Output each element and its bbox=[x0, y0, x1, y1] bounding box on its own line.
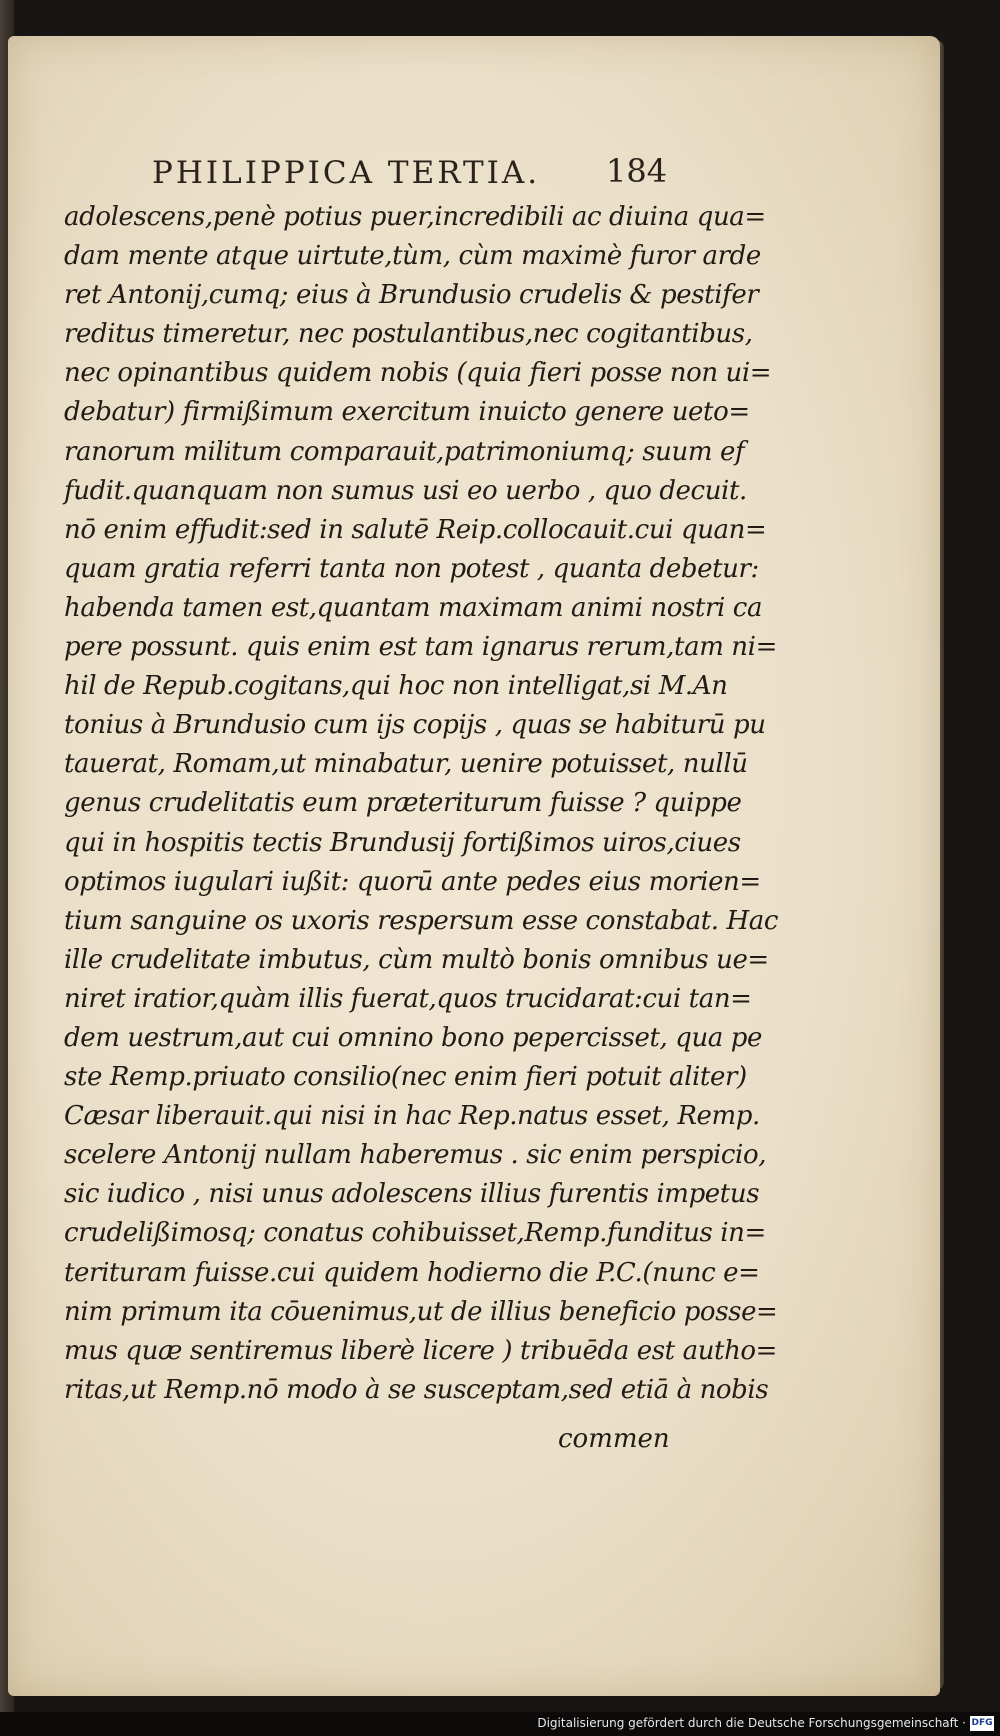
text-line: nim primum ita cōuenimus,ut de illius beneficio posse= bbox=[64, 1296, 778, 1327]
text-line: sic iudico , nisi unus adolescens illius furentis impetus bbox=[64, 1179, 760, 1210]
text-line: nec opinantibus quidem nobis (quia fieri posse non ui= bbox=[64, 358, 772, 389]
text-line: niret iratior,quàm illis fuerat,quos trucidarat:cui tan= bbox=[64, 983, 752, 1014]
text-line: pere possunt. quis enim est tam ignarus rerum,tam ni= bbox=[64, 632, 777, 663]
text-line: crudelißimosq; conatus cohibuisset,Remp.funditus in= bbox=[64, 1218, 766, 1249]
text-line: quam gratia referri tanta non potest , quanta debetur: bbox=[64, 553, 759, 584]
text-line: nō enim effudit:sed in salutē Reip.collocauit.cui quan= bbox=[64, 514, 767, 545]
text-line: fudit.quanquam non sumus usi eo uerbo , quo decuit. bbox=[64, 475, 747, 506]
running-title: PHILIPPICA TERTIA. bbox=[152, 155, 541, 191]
text-line: debatur) firmißimum exercitum inuicto genere ueto= bbox=[64, 397, 750, 428]
text-line: ritas,ut Remp.nō modo à se susceptam,sed etiā à nobis bbox=[64, 1374, 769, 1405]
text-line: scelere Antonij nullam haberemus . sic enim perspicio, bbox=[64, 1140, 767, 1171]
text-line: optimos iugulari iußit: quorū ante pedes eius morien= bbox=[64, 866, 761, 897]
funding-credit: Digitalisierung gefördert durch die Deutsche Forschungsgemeinschaft · bbox=[537, 1716, 966, 1730]
text-line: qui in hospitis tectis Brundusij fortißimos uiros,ciues bbox=[64, 827, 741, 858]
text-line: ste Remp.priuato consilio(nec enim fieri potuit aliter) bbox=[64, 1062, 747, 1093]
text-line: dem uestrum,aut cui omnino bono pepercisset, qua pe bbox=[64, 1022, 763, 1053]
page-number: 184 bbox=[606, 152, 668, 190]
text-line: reditus timeretur, nec postulantibus,nec cogitantibus, bbox=[64, 319, 753, 350]
text-line: dam mente atque uirtute,tùm, cùm maximè furor arde bbox=[64, 241, 761, 272]
text-line: mus quæ sentiremus liberè licere ) tribuēda est autho= bbox=[64, 1335, 778, 1366]
text-line: tium sanguine os uxoris respersum esse constabat. Hac bbox=[64, 905, 779, 936]
dfg-logo-icon: DFG bbox=[970, 1716, 994, 1731]
text-line: habenda tamen est,quantam maximam animi nostri ca bbox=[64, 592, 763, 623]
catchword: commen bbox=[558, 1424, 670, 1454]
text-line: terituram fuisse.cui quidem hodierno die P.C.(nunc e= bbox=[64, 1257, 760, 1288]
text-line: genus crudelitatis eum præteriturum fuisse ? quippe bbox=[64, 788, 742, 819]
text-line: tauerat, Romam,ut minabatur, uenire potuisset, nullū bbox=[64, 749, 748, 780]
text-line: Cæsar liberauit.qui nisi in hac Rep.natus esset, Remp. bbox=[64, 1101, 760, 1132]
text-line: hil de Repub.cogitans,qui hoc non intelligat,si M.An bbox=[64, 671, 728, 702]
text-line: ret Antonij,cumq; eius à Brundusio crudelis & pestifer bbox=[64, 280, 759, 311]
text-line: ille crudelitate imbutus, cùm multò bonis omnibus ue= bbox=[64, 944, 769, 975]
body-text bbox=[64, 198, 779, 1410]
text-line: tonius à Brundusio cum ijs copijs , quas se habiturū pu bbox=[64, 710, 766, 741]
text-line: ranorum militum comparauit,patrimoniumq; suum ef bbox=[64, 436, 745, 467]
text-line: adolescens,penè potius puer,incredibili ac diuina qua= bbox=[64, 202, 766, 232]
